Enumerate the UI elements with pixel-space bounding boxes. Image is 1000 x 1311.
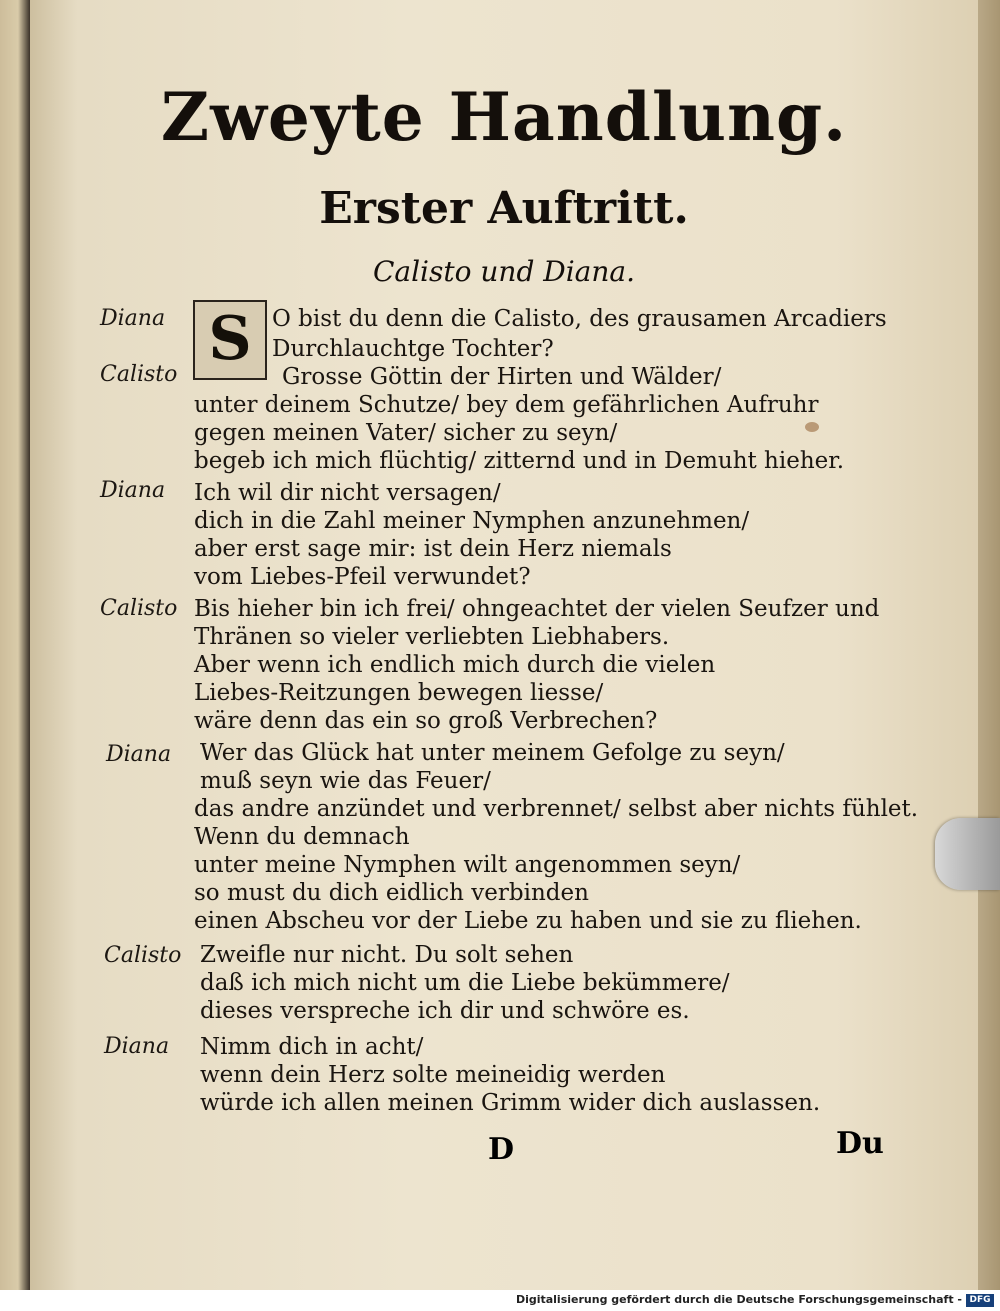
text-line: das andre anzündet und verbrennet/ selbst aber nichts fühlet.: [194, 796, 919, 822]
text-line: so must du dich eidlich verbinden: [194, 880, 589, 906]
speaker-label: Calisto: [104, 943, 182, 968]
speaker-label: Calisto: [100, 362, 178, 387]
left-page-edge: [0, 0, 30, 1290]
act-title: Zweyte Handlung.: [160, 78, 848, 156]
text-line: begeb ich mich flüchtig/ zitternd und in Demuht hieher.: [194, 448, 845, 474]
page-tab: [935, 818, 1000, 890]
dfg-logo: DFG: [966, 1294, 994, 1307]
text-line: Aber wenn ich endlich mich durch die vielen: [194, 652, 716, 678]
text-line: Bis hieher bin ich frei/ ohngeachtet der vielen Seufzer und: [194, 596, 880, 622]
paper-stain: [805, 422, 819, 432]
text-line: unter meine Nymphen wilt angenommen seyn/: [194, 852, 741, 878]
speaker-label: Diana: [104, 1034, 170, 1059]
text-line: wäre denn das ein so groß Verbrechen?: [194, 708, 658, 734]
speaker-label: Diana: [100, 478, 166, 503]
text-line: aber erst sage mir: ist dein Herz niemals: [194, 536, 672, 562]
text-line: Nimm dich in acht/: [200, 1034, 424, 1060]
page-edge: [978, 0, 1000, 1290]
text-line: O bist du denn die Calisto, des grausamen Arcadiers: [272, 306, 887, 332]
speaker-label: Diana: [106, 742, 172, 767]
text-line: gegen meinen Vater/ sicher zu seyn/: [194, 420, 618, 446]
cast-line: Calisto und Diana.: [372, 255, 636, 288]
signature-mark: D: [488, 1132, 515, 1167]
scene-title: Erster Auftritt.: [319, 183, 689, 234]
text-line: Durchlauchtge Tochter?: [272, 336, 554, 362]
text-line: Ich wil dir nicht versagen/: [194, 480, 501, 506]
speaker-label: Calisto: [100, 596, 178, 621]
text-line: unter deinem Schutze/ bey dem gefährlichen Aufruhr: [194, 392, 819, 418]
text-line: vom Liebes-Pfeil verwundet?: [194, 564, 531, 590]
text-line: Wer das Glück hat unter meinem Gefolge zu seyn/: [200, 740, 785, 766]
text-line: daß ich mich nicht um die Liebe bekümmere/: [200, 970, 730, 996]
text-line: wenn dein Herz solte meineidig werden: [200, 1062, 666, 1088]
text-line: Zweifle nur nicht. Du solt sehen: [200, 942, 574, 968]
text-line: Thränen so vieler verliebten Liebhabers.: [194, 624, 670, 650]
funding-note: Digitalisierung gefördert durch die Deutsche Forschungsgemeinschaft -: [515, 1293, 962, 1306]
speaker-label: Diana: [100, 306, 166, 331]
catchword: Du: [836, 1126, 884, 1161]
text-line: Wenn du demnach: [194, 824, 410, 850]
text-line: einen Abscheu vor der Liebe zu haben und sie zu fliehen.: [194, 908, 862, 934]
text-line: Grosse Göttin der Hirten und Wälder/: [282, 364, 722, 390]
decorated-initial: S: [193, 300, 267, 380]
text-line: würde ich allen meinen Grimm wider dich auslassen.: [200, 1090, 821, 1116]
text-line: Liebes-Reitzungen bewegen liesse/: [194, 680, 604, 706]
text-line: muß seyn wie das Feuer/: [200, 768, 491, 794]
text-line: dich in die Zahl meiner Nymphen anzunehmen/: [194, 508, 750, 534]
text-line: dieses verspreche ich dir und schwöre es.: [200, 998, 690, 1024]
